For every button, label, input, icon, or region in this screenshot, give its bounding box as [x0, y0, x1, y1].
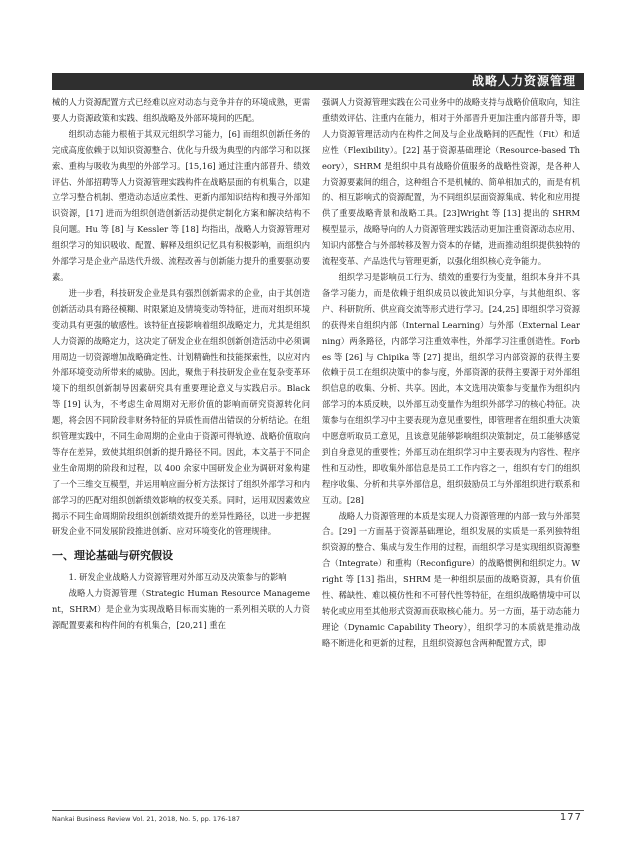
paragraph: 战略人力资源管理（Strategic Human Resource Management，SHRM）是企业为实现战略目标而实施的一系列相关联的人力资源配置要素和构件间的有机集合，[20,21] 重在	[52, 588, 310, 631]
paragraph: 强调人力资源管理实践在公司业务中的战略支持与战略价值取向，知注重绩效评估、注重内在能力，相对于外部晋升更加注重内部晋升等，即人力资源管理活动内在构件之间及与企业战略间的匹配性（Fit）和适应性（Flexibility）。[22] 基于资源基础理论（Resource-based Theory），SHRM 是组织中具有战略价值服务的战略性资源，是各种人力资源要素间的组合，这种组合不是机械的、简单相加式的，而是有机的、相互影响式的资源配置，为不同组织层面资源集成、转化和应用提供了重要战略背景和战略工具。[23]Wright 等 [13] 提出的 SHRM 模型显示，战略导向的人力资源管理实践活动更加注重资源动态应用、知识内部整合与外部转移及智力资本的存储，进而推动组织提供独特的流程变革、产品迭代与管理更新，以强化组织核心竞争能力。	[322, 97, 580, 267]
paragraph: 械的人力资源配置方式已经难以应对动态与竞争并存的环境成熟，更需要人力资源政策和实践、组织战略及外部环境间的匹配。	[52, 97, 310, 123]
paragraph: 组织动态能力根植于其双元组织学习能力，[6] 而组织创新任务的完成高度依赖于以知识资源整合、优化与升级为典型的内部学习和以探索、重构与吸收为典型的外部学习。[15,16] 通过注重内部晋升、绩效评估、外部招聘等人力资源管理实践构件在战略层面的有机集合，以建立学习整合机制、塑造动态适应柔性、更新内部知识结构和搜寻外部知识资源，[17] 进而为组织创造创新活动提供定制化方案和解决结构不良问题。Hu 等 [8] 与 Kessler 等 [18] 均指出，战略人力资源管理对组织学习的知识吸收、配置、解释及组织记忆具有积极影响，而组织内外部学习是企业产品迭代升级、流程改善与创新能力提升的重要驱动要素。	[52, 128, 310, 282]
section-heading: 一、理论基础与研究假设	[52, 549, 173, 563]
left-column	[52, 95, 310, 634]
right-column	[322, 95, 580, 652]
paragraph: 战略人力资源管理的本质是实现人力资源管理的内部一致与外部契合。[29] 一方面基于资源基础理论，组织发展的实质是一系列独特组织资源的整合、集成与发生作用的过程，而组织学习是实现组织资源整合（Integrate）和重构（Reconfigure）的战略惯例和组织定力。Wright 等 [13] 指出，SHRM 是一种组织层面的战略资源，具有价值性、稀缺性、难以模仿性和不可替代性等特征，在组织战略情境中可以转化或应用至其他形式资源而获取核心能力。另一方面，基于动态能力理论（Dynamic Capability Theory），组织学习的本质就是推动战略不断进化和更新的过程，且组织资源包含两种配置方式，即	[322, 510, 580, 648]
section-header-title: 战略人力资源管理	[471, 74, 576, 88]
footer-divider	[52, 810, 584, 811]
subsection-heading: 1. 研发企业战略人力资源管理对外部互动及决策参与的影响	[68, 572, 287, 583]
journal-section-header	[52, 73, 584, 90]
footer-journal-info: Nankai Business Review Vol. 21, 2018, No. 5, pp. 176-187	[52, 815, 241, 823]
page-number: 177	[559, 812, 582, 823]
paragraph: 组织学习是影响员工行为、绩效的重要行为变量，组织本身并不具备学习能力，而是依赖于组织成员以彼此知识分享，与其他组织、客户、科研院所、供应商交流等形式进行学习。[24,25] 即组织学习资源的获得来自组织内部（Internal Learning）与外部（External Learning）两条路径，内部学习注重效率性，外部学习注重创造性。Forbes 等 [26] 与 Chipika 等 [27] 提出，组织学习内部资源的获得主要依赖于员工在组织决策中的参与度，外部资源的获得主要源于对外部组织信息的收集、分析、共享。因此，本文选用决策参与变量作为组织内部学习的本质反映，以外部互动变量作为组织外部学习的核心特征。决策参与在组织学习中主要表现为意见重要性，即管理者在组织重大决策中愿意听取员工意见，且该意见能够影响组织决策制定，员工能够感觉到自身意见的重要性；外部互动在组织学习中主要表现为内容性、程序性和互动性，即收集外部信息是员工工作内容之一，组织有专门的组织程序收集、分析和共享外部信息，组织鼓励员工与外部组织进行联系和互动。[28]	[322, 271, 580, 505]
paragraph: 进一步看，科技研发企业是具有强烈创新需求的企业，由于其创造创新活动具有路径模糊、时限紧迫及情境变动等特征，进而对组织环境变动具有更强的敏感性。该特征直接影响着组织战略定力，尤其是组织人力资源的战略定力，这决定了研发企业在组织创新创造活动中必须调用周边一切资源增加战略确定性、计划精确性和技能探索性，以应对内外部环境变动所带来的威胁。因此，聚焦于科技研发企业在复杂变革环境下的组织创新制导因素研究具有重要理论意义与实践启示。Black 等 [19] 认为，不考虑生命周期对无形价值的影响而研究资源转化问题，将会因不同阶段非财务特征的异质性而借出错误的分析结论。在组织管理实践中，不同生命周期的企业由于资源可得轨迹、战略价值取向等存在差异，致使其组织创新的提升路径不同。因此，本文基于不同企业生命周期的阶段和过程，以 400 余家中国研发企业为调研对象构建了一个三维交互模型，并运用响应面分析方法探讨了组织外部学习和内部学习的匹配对组织创新绩效影响的权变关系。同时，运用双因素效应揭示不同生命周期阶段组织创新绩效提升的差异性路径，以进一步把握研发企业不同发展阶段推进创新、应对环境变化的管理规律。	[52, 287, 310, 537]
